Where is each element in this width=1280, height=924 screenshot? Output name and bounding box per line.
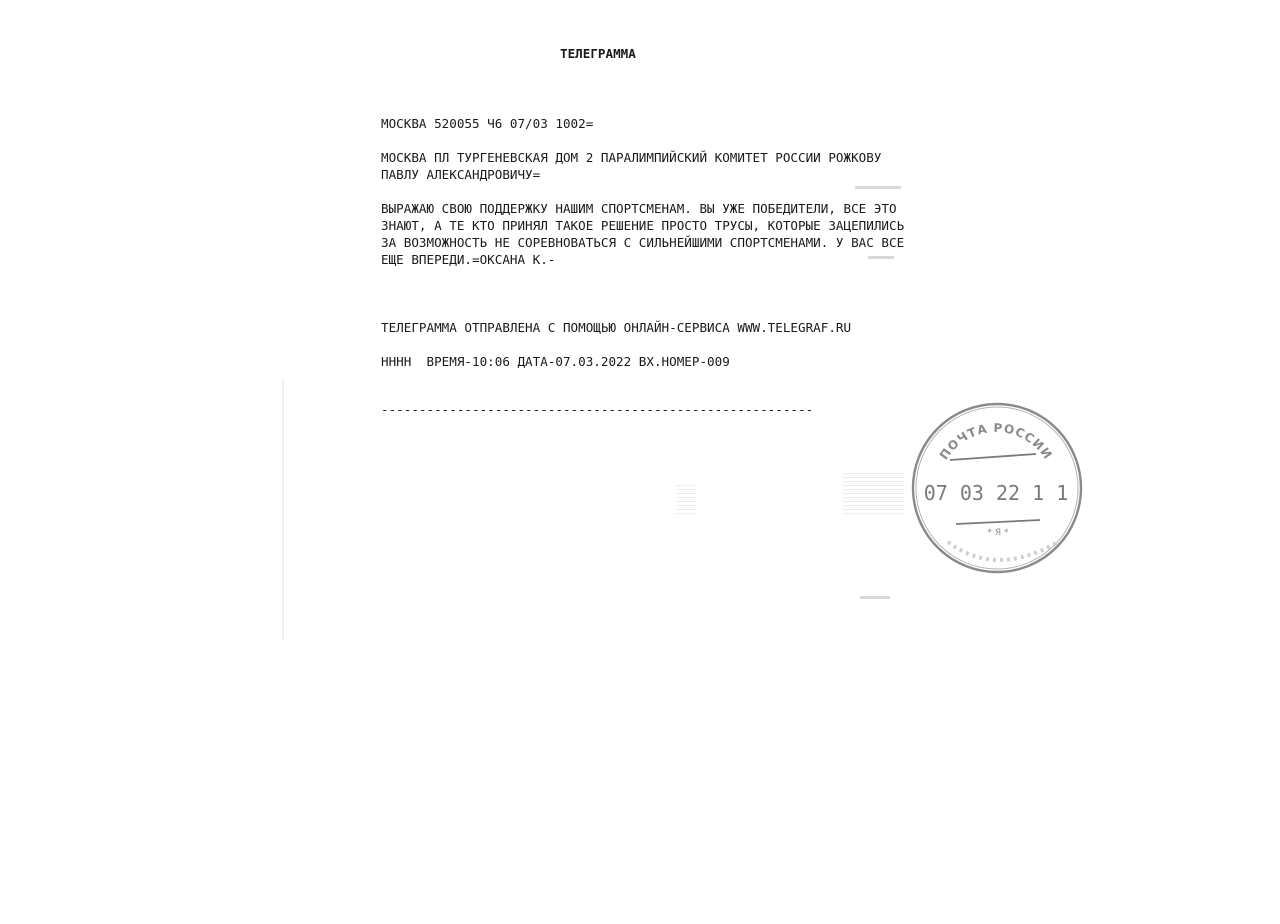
footer-line: НННН ВРЕМЯ-10:06 ДАТА-07.03.2022 ВХ.НОМЕР-009 [381,354,730,369]
message-line-4: ЕЩЕ ВПЕРЕДИ.=ОКСАНА К.- [381,252,556,267]
faint-scan-mark [676,484,696,514]
divider-line: --------------------------------------------------------- [381,402,814,417]
header-line: МОСКВА 520055 Ч6 07/03 1002= [381,116,594,131]
address-line-2: ПАВЛУ АЛЕКСАНДРОВИЧУ= [381,167,541,182]
stamp-date: 07 03 22 1 1 [923,481,1069,505]
scan-speck [860,596,890,599]
message-line-3: ЗА ВОЗМОЖНОСТЬ НЕ СОРЕВНОВАТЬСЯ С СИЛЬНЕЙШИМИ СПОРТСМЕНАМИ. У ВАС ВСЕ [381,235,905,250]
message-line-2: ЗНАЮТ, А ТЕ КТО ПРИНЯЛ ТАКОЕ РЕШЕНИЕ ПРОСТО ТРУСЫ, КОТОРЫЕ ЗАЦЕПИЛИСЬ [381,218,905,233]
scan-speck [868,256,894,259]
scan-edge-line [282,380,284,640]
message-line-1: ВЫРАЖАЮ СВОЮ ПОДДЕРЖКУ НАШИМ СПОРТСМЕНАМ. ВЫ УЖЕ ПОБЕДИТЕЛИ, ВСЕ ЭТО [381,201,897,216]
faint-scan-mark [842,472,904,514]
address-line-1: МОСКВА ПЛ ТУРГЕНЕВСКАЯ ДОМ 2 ПАРАЛИМПИЙСКИЙ КОМИТЕТ РОССИИ РОЖКОВУ [381,150,882,165]
document-title: ТЕЛЕГРАММА [560,46,636,61]
stamp-top-text: ПОЧТА РОССИИ [936,420,1056,463]
scan-speck [855,186,901,189]
stamp-letter: * Я * [987,528,1009,538]
postal-stamp-icon [908,402,1084,578]
service-line: ТЕЛЕГРАММА ОТПРАВЛЕНА С ПОМОЩЬЮ ОНЛАЙН-СЕРВИСА WWW.TELEGRAF.RU [381,320,852,335]
